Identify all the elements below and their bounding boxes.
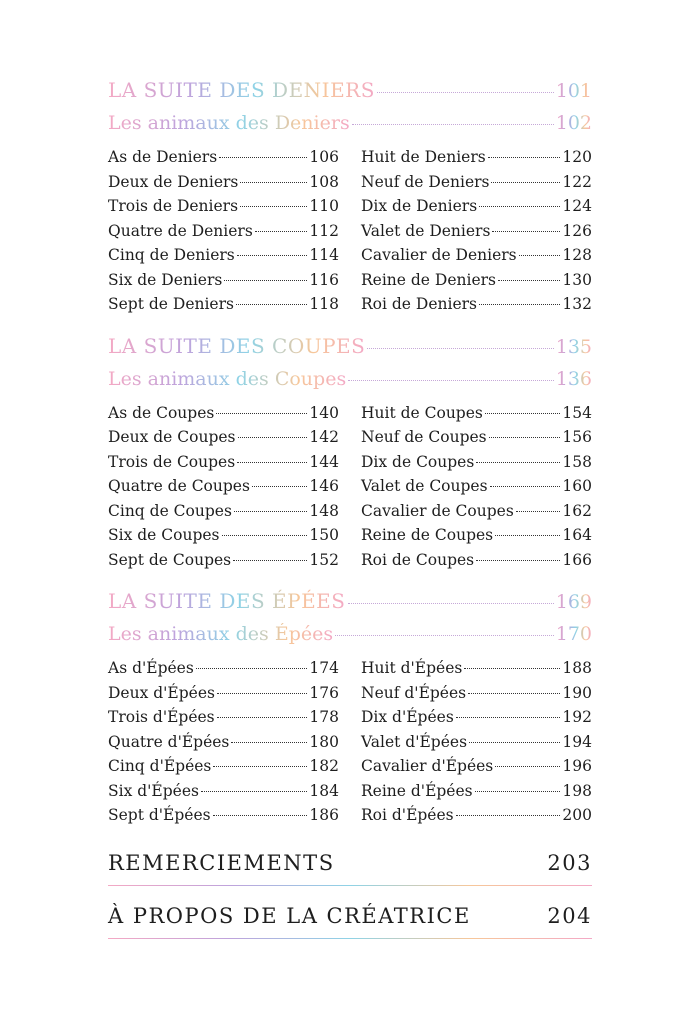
card-name: Six de Coupes	[108, 526, 220, 544]
card-page-number: 140	[309, 403, 339, 422]
card-entry[interactable]	[361, 173, 592, 198]
card-name: Reine de Coupes	[361, 526, 494, 544]
card-name: Huit d'Épées	[361, 659, 463, 677]
card-entry[interactable]	[108, 271, 339, 296]
card-entry[interactable]	[361, 477, 592, 502]
card-name: Roi d'Épées	[361, 806, 454, 824]
animals-page-number: 170	[555, 623, 592, 645]
card-name: Sept de Deniers	[108, 295, 234, 313]
card-page-number: 156	[562, 428, 592, 446]
card-column-right	[361, 659, 592, 831]
animals-title: Les animaux des Épées	[108, 623, 334, 645]
dot-leader	[475, 791, 561, 792]
card-name: Reine d'Épées	[361, 781, 473, 800]
card-page-number: 194	[562, 732, 592, 751]
dot-leader	[489, 437, 561, 438]
final-entry[interactable]	[108, 904, 592, 939]
dot-leader	[377, 92, 554, 93]
card-entry[interactable]	[361, 148, 592, 173]
animals-page-number: 136	[555, 367, 592, 390]
card-entry[interactable]	[108, 222, 339, 247]
dot-leader	[352, 124, 554, 125]
card-entry[interactable]	[108, 526, 339, 551]
card-page-number: 148	[309, 501, 339, 520]
suite-page-number: 135	[555, 335, 592, 358]
card-entry[interactable]	[361, 806, 592, 831]
card-entries	[108, 404, 592, 576]
dot-leader	[367, 348, 553, 349]
card-name: Six de Deniers	[108, 270, 223, 289]
card-entry[interactable]	[361, 246, 592, 271]
card-name: Cinq de Coupes	[108, 501, 232, 520]
card-page-number: 158	[562, 452, 592, 471]
card-entry[interactable]	[361, 526, 592, 551]
dot-leader	[233, 560, 307, 561]
card-entries	[108, 659, 592, 831]
card-entry[interactable]	[108, 477, 339, 502]
card-name: Cavalier d'Épées	[361, 757, 494, 775]
animals-entry[interactable]	[108, 623, 592, 657]
dot-leader	[217, 717, 308, 718]
card-name: Valet d'Épées	[361, 732, 468, 751]
card-entry[interactable]	[108, 551, 339, 576]
card-page-number: 144	[309, 452, 339, 471]
suite-heading-entry[interactable]	[108, 78, 592, 112]
dot-leader	[240, 206, 307, 207]
card-page-number: 174	[309, 659, 339, 677]
card-entry[interactable]	[108, 404, 339, 429]
dot-leader	[234, 511, 308, 512]
card-name: Cinq d'Épées	[108, 757, 212, 775]
dot-leader	[213, 766, 307, 767]
gradient-underline	[108, 938, 592, 939]
dot-leader	[236, 304, 307, 305]
card-page-number: 184	[309, 781, 339, 800]
dot-leader	[237, 462, 307, 463]
card-name: Cavalier de Deniers	[361, 246, 517, 264]
dot-leader	[491, 182, 560, 183]
card-name: Huit de Coupes	[361, 403, 483, 422]
final-title: REMERCIEMENTS	[108, 850, 335, 875]
card-name: Dix de Deniers	[361, 197, 478, 215]
card-name: Neuf d'Épées	[361, 683, 467, 702]
dot-leader	[464, 668, 560, 669]
card-entry[interactable]	[361, 757, 592, 782]
card-page-number: 118	[309, 295, 339, 313]
card-entry[interactable]	[108, 684, 339, 709]
card-column-left	[108, 148, 339, 320]
card-entry[interactable]	[361, 708, 592, 733]
card-page-number: 162	[562, 501, 592, 520]
card-entry[interactable]	[108, 197, 339, 222]
card-page-number: 110	[309, 197, 339, 215]
card-name: Dix d'Épées	[361, 708, 454, 726]
final-page-number: 204	[547, 903, 592, 928]
dot-leader	[255, 231, 308, 232]
card-page-number: 142	[309, 428, 339, 446]
card-entry[interactable]	[108, 733, 339, 758]
suite-heading-entry[interactable]	[108, 589, 592, 623]
dot-leader	[196, 668, 308, 669]
card-page-number: 120	[562, 148, 592, 166]
dot-leader	[495, 535, 560, 536]
suite-title: LA SUITE DES DENIERS	[108, 78, 375, 102]
dot-leader	[348, 380, 554, 381]
table-of-contents	[108, 78, 592, 939]
card-entry[interactable]	[361, 197, 592, 222]
card-name: As d'Épées	[108, 659, 194, 677]
dot-leader	[456, 717, 561, 718]
dot-leader	[479, 304, 560, 305]
card-entry[interactable]	[108, 502, 339, 527]
card-column-right	[361, 148, 592, 320]
dot-leader	[469, 742, 560, 743]
dot-leader	[224, 280, 307, 281]
suite-title: LA SUITE DES COUPES	[108, 333, 366, 358]
card-entry[interactable]	[361, 659, 592, 684]
card-name: Neuf de Deniers	[361, 172, 490, 191]
card-name: Cavalier de Coupes	[361, 501, 514, 520]
card-name: Sept d'Épées	[108, 806, 211, 824]
dot-leader	[492, 231, 560, 232]
card-name: Sept de Coupes	[108, 550, 232, 569]
card-page-number: 108	[309, 172, 339, 191]
card-name: Valet de Deniers	[361, 221, 491, 240]
suite-title: LA SUITE DES ÉPÉES	[108, 589, 346, 613]
card-name: Deux de Deniers	[108, 172, 239, 191]
card-entry[interactable]	[361, 271, 592, 296]
card-page-number: 106	[309, 148, 339, 166]
card-page-number: 146	[309, 477, 339, 495]
final-title: À PROPOS DE LA CRÉATRICE	[108, 903, 471, 928]
card-page-number: 196	[562, 757, 592, 775]
dot-leader	[237, 255, 308, 256]
card-entry[interactable]	[108, 806, 339, 831]
card-page-number: 164	[562, 526, 592, 544]
card-name: Roi de Coupes	[361, 550, 475, 569]
card-entry[interactable]	[108, 428, 339, 453]
card-page-number: 154	[562, 403, 592, 422]
card-page-number: 180	[309, 732, 339, 751]
suite-page-number: 101	[555, 80, 592, 102]
card-name: Deux d'Épées	[108, 683, 215, 702]
card-page-number: 132	[562, 295, 592, 313]
card-name: Valet de Coupes	[361, 477, 488, 495]
card-entry[interactable]	[108, 173, 339, 198]
card-page-number: 182	[309, 757, 339, 775]
card-page-number: 124	[562, 197, 592, 215]
card-page-number: 192	[562, 708, 592, 726]
card-name: Trois de Coupes	[108, 452, 236, 471]
dot-leader	[217, 693, 307, 694]
card-name: Huit de Deniers	[361, 148, 486, 166]
card-name: Roi de Deniers	[361, 295, 477, 313]
dot-leader	[495, 766, 560, 767]
card-page-number: 152	[309, 550, 339, 569]
card-entry[interactable]	[361, 733, 592, 758]
card-name: Reine de Deniers	[361, 270, 496, 289]
suite-page-number: 169	[555, 591, 592, 613]
card-entry[interactable]	[108, 708, 339, 733]
dot-leader	[476, 560, 560, 561]
card-entry[interactable]	[361, 404, 592, 429]
card-page-number: 176	[309, 683, 339, 702]
final-entry-row	[108, 851, 592, 885]
card-name: Cinq de Deniers	[108, 246, 235, 264]
card-entry[interactable]	[361, 502, 592, 527]
card-entry[interactable]	[361, 782, 592, 807]
card-page-number: 160	[562, 477, 592, 495]
toc-section	[108, 334, 592, 576]
card-entry[interactable]	[108, 659, 339, 684]
card-entry[interactable]	[361, 551, 592, 576]
dot-leader	[498, 280, 560, 281]
card-name: Trois d'Épées	[108, 708, 215, 726]
dot-leader	[231, 742, 307, 743]
dot-leader	[479, 206, 560, 207]
card-name: Quatre d'Épées	[108, 732, 230, 751]
card-entry[interactable]	[361, 684, 592, 709]
dot-leader	[201, 791, 307, 792]
card-name: Six d'Épées	[108, 781, 199, 800]
card-column-left	[108, 659, 339, 831]
card-entry[interactable]	[361, 453, 592, 478]
dot-leader	[490, 486, 561, 487]
card-page-number: 122	[562, 172, 592, 191]
animals-entry[interactable]	[108, 112, 592, 146]
card-entry[interactable]	[108, 295, 339, 320]
dot-leader	[335, 635, 554, 636]
dot-leader	[488, 157, 561, 158]
card-page-number: 178	[309, 708, 339, 726]
animals-page-number: 102	[555, 112, 592, 134]
card-name: Dix de Coupes	[361, 452, 475, 471]
card-page-number: 166	[562, 550, 592, 569]
dot-leader	[468, 693, 560, 694]
dot-leader	[476, 462, 560, 463]
dot-leader	[519, 255, 561, 256]
card-page-number: 186	[309, 806, 339, 824]
animals-title: Les animaux des Deniers	[108, 112, 350, 134]
dot-leader	[219, 157, 307, 158]
dot-leader	[516, 511, 561, 512]
card-page-number: 112	[309, 221, 339, 240]
card-page-number: 116	[309, 270, 339, 289]
animals-title: Les animaux des Coupes	[108, 367, 347, 390]
card-name: Neuf de Coupes	[361, 428, 487, 446]
suite-heading-entry[interactable]	[108, 334, 592, 368]
card-entry[interactable]	[108, 453, 339, 478]
final-entry[interactable]	[108, 851, 592, 886]
dot-leader	[238, 437, 308, 438]
dot-leader	[213, 815, 308, 816]
card-entry[interactable]	[361, 428, 592, 453]
card-page-number: 188	[562, 659, 592, 677]
card-entry[interactable]	[361, 295, 592, 320]
dot-leader	[222, 535, 308, 536]
dot-leader	[456, 815, 561, 816]
dot-leader	[216, 413, 307, 414]
card-name: Deux de Coupes	[108, 428, 236, 446]
card-page-number: 126	[562, 221, 592, 240]
card-entry[interactable]	[108, 757, 339, 782]
card-name: Quatre de Deniers	[108, 221, 253, 240]
card-entry[interactable]	[108, 246, 339, 271]
card-entry[interactable]	[108, 148, 339, 173]
card-page-number: 190	[562, 683, 592, 702]
card-entries	[108, 148, 592, 320]
card-page-number: 200	[562, 806, 592, 824]
gradient-underline	[108, 885, 592, 886]
card-column-left	[108, 404, 339, 576]
card-entry[interactable]	[361, 222, 592, 247]
card-column-right	[361, 404, 592, 576]
card-page-number: 198	[562, 781, 592, 800]
final-entry-row	[108, 904, 592, 938]
animals-entry[interactable]	[108, 368, 592, 402]
final-page-number: 203	[547, 850, 592, 875]
card-page-number: 150	[309, 526, 339, 544]
dot-leader	[485, 413, 561, 414]
card-name: As de Coupes	[108, 403, 215, 422]
dot-leader	[348, 603, 554, 604]
dot-leader	[252, 486, 307, 487]
toc-section	[108, 589, 592, 831]
card-name: As de Deniers	[108, 148, 218, 166]
toc-section	[108, 78, 592, 320]
card-page-number: 130	[562, 270, 592, 289]
card-page-number: 114	[309, 246, 339, 264]
card-name: Quatre de Coupes	[108, 477, 250, 495]
card-entry[interactable]	[108, 782, 339, 807]
dot-leader	[240, 182, 307, 183]
card-page-number: 128	[562, 246, 592, 264]
card-name: Trois de Deniers	[108, 197, 239, 215]
